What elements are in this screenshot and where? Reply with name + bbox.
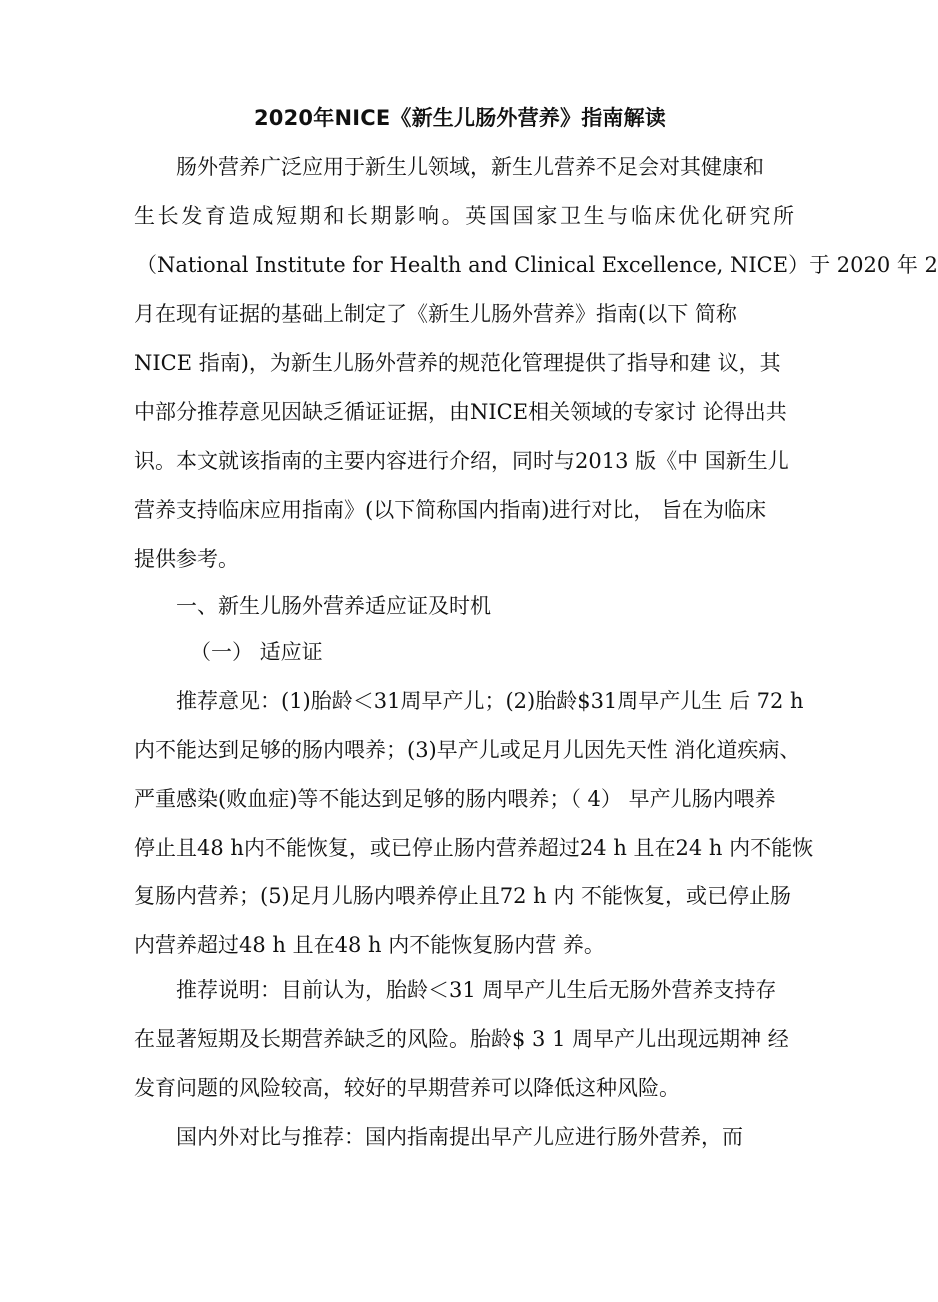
intro-line-1: 肠外营养广泛应用于新生儿领域，新生儿营养不足会对其健康和 (176, 155, 764, 179)
intro-line-2: 生长发育造成短期和长期影响。英国国家卫生与临床优化研究所 (134, 204, 794, 228)
recommendation-line-6: 内营养超过48 h 且在48 h 内不能恢复肠内营 养。 (134, 933, 605, 957)
intro-line-9: 提供参考。 (134, 547, 239, 571)
explanation-line-1: 推荐说明：目前认为，胎龄＜31 周早产儿生后无肠外营养支持存 (176, 978, 777, 1002)
recommendation-line-5: 复肠内营养；(5)足月儿肠内喂养停止且72 h 内 不能恢复，或已停止肠 (134, 884, 792, 908)
subsection-heading: （一） 适应证 (190, 640, 323, 664)
recommendation-line-4: 停止且48 h内不能恢复，或已停止肠内营养超过24 h 且在24 h 内不能恢 (134, 836, 814, 860)
intro-line-6: 中部分推荐意见因缺乏循证证据，由NICE相关领域的专家讨 论得出共 (134, 400, 787, 424)
explanation-line-3: 发育问题的风险较高，较好的早期营养可以降低这种风险。 (134, 1076, 680, 1100)
intro-line-5: NICE 指南)，为新生儿肠外营养的规范化管理提供了指导和建 议，其 (134, 351, 781, 375)
intro-line-3: （National Institute for Health and Clinical Excellence, NICE）于 2020 年 2 (136, 253, 938, 277)
intro-line-8: 营养支持临床应用指南》(以下简称国内指南)进行对比， 旨在为临床 (134, 498, 767, 522)
recommendation-line-1: 推荐意见：(1)胎龄＜31周早产儿；(2)胎龄$31周早产儿生 后 72 h (176, 689, 804, 713)
document-title: 2020年NICE《新生儿肠外营养》指南解读 (254, 106, 666, 130)
recommendation-line-2: 内不能达到足够的肠内喂养；(3)早产儿或足月儿因先天性 消化道疾病、 (134, 738, 801, 762)
section-heading: 一、新生儿肠外营养适应证及时机 (176, 594, 491, 618)
recommendation-line-3: 严重感染(败血症)等不能达到足够的肠内喂养；（ 4） 早产儿肠内喂养 (134, 787, 776, 811)
explanation-line-2: 在显著短期及长期营养缺乏的风险。胎龄$ 3 1 周早产儿出现远期神 经 (134, 1027, 789, 1051)
intro-line-4: 月在现有证据的基础上制定了《新生儿肠外营养》指南(以下 简称 (134, 302, 737, 326)
intro-line-7: 识。本文就该指南的主要内容进行介绍，同时与2013 版《中 国新生儿 (134, 449, 789, 473)
comparison-line-1: 国内外对比与推荐：国内指南提出早产儿应进行肠外营养，而 (176, 1125, 743, 1149)
